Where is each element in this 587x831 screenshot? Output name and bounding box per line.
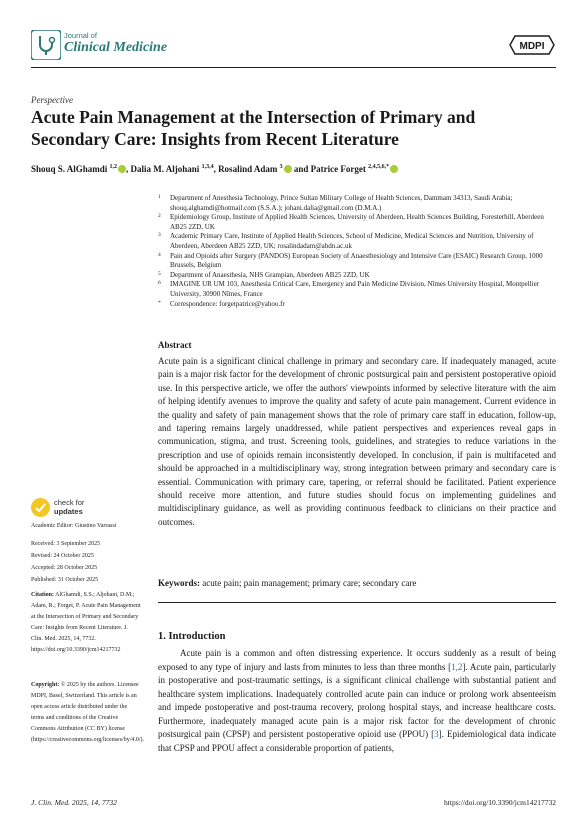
- affiliation-number: 6: [158, 280, 161, 287]
- abstract-heading: Abstract: [158, 340, 192, 350]
- journal-logo-icon: [31, 30, 61, 60]
- check-updates-label: [54, 499, 84, 516]
- citation-label: Citation:: [31, 592, 54, 598]
- affiliation-number: 3: [158, 232, 161, 239]
- affiliation-text: Epidemiology Group, Institute of Applied Health Sciences, University of Aberdeen, Health Sciences Building, Foresterhill, Aberdeen AB25 2ZD, UK: [170, 213, 544, 231]
- date-received: Received: 3 September 2025: [31, 541, 101, 547]
- affiliation-number: 1: [158, 194, 161, 200]
- keywords-text: acute pain; pain management; primary care; secondary care: [202, 578, 417, 588]
- journal-prefix: Journal of: [64, 31, 97, 40]
- mdpi-logo-icon: [508, 34, 556, 56]
- copyright-block: [31, 680, 145, 746]
- affiliations: [158, 194, 556, 309]
- affiliation-number: 2: [158, 213, 161, 220]
- intro-text-part: Acute pain is a common and often distressing experience. It occurs suddenly as a result of being exposed to any type of injury and lasts from minutes to less than three months [: [158, 648, 556, 672]
- check-for-updates-button[interactable]: [31, 498, 131, 518]
- citation-link[interactable]: 1,2: [451, 661, 463, 672]
- author-name: Rosalind Adam: [218, 164, 278, 174]
- affiliation-item: [158, 194, 556, 213]
- author-name: Dalia M. Aljohani: [130, 164, 200, 174]
- affiliation-number: *: [158, 299, 161, 306]
- academic-editor: Academic Editor: Giustino Varrassi: [31, 523, 117, 529]
- copyright-label: Copyright:: [31, 682, 60, 688]
- affiliation-item: [158, 213, 556, 232]
- citation-text: AlGhamdi, S.S.; Aljohani, D.M.; Adam, R.; Forget, P. Acute Pain Management at the Intersection of Primary and Secondary Care: Insights from Recent Literature. J. Clin. Med. 2025, 14, 7732. https://doi.org/10.3390/jcm14217732: [31, 592, 141, 653]
- author-affil-sup: 1,2: [109, 164, 118, 170]
- orcid-icon[interactable]: [284, 165, 292, 173]
- section-heading: 1. Introduction: [158, 631, 226, 642]
- affiliation-text: Department of Anesthesia Technology, Prince Sultan Military College of Health Sciences, Dammam 34313, Saudi Arabia; shouq.alghamdi@hotmail.com (S.S.A.); johani.dalia@gmail.com (D.M.A.): [170, 194, 513, 212]
- publisher-name: MDPI: [519, 41, 545, 52]
- keywords-label: Keywords:: [158, 578, 200, 588]
- article-type: Perspective: [31, 95, 73, 105]
- author-affil-sup: 2,4,5,6,*: [368, 164, 390, 170]
- copyright-text: © 2025 by the authors. Licensee MDPI, Basel, Switzerland. This article is an open access article distributed under the terms and conditions of the Creative Commons Attribution (CC BY) license (https://creativecommons.org/licenses/by/4.0/).: [31, 682, 145, 743]
- keywords-rule: [158, 602, 556, 603]
- affiliation-item: [158, 271, 556, 281]
- orcid-icon[interactable]: [118, 165, 126, 173]
- affiliation-text: Pain and Opioids after Surgery (PANDOS) European Society of Anaesthesiology and Intensive Care (ESAIC) Research Group, 1000 Brussels, Belgium: [170, 251, 543, 270]
- date-published: Published: 31 October 2025: [31, 577, 99, 583]
- citation-link[interactable]: 3: [434, 729, 439, 739]
- intro-text-part: ]. Epidemiological data indicate that CPSP and PPOU affect a considerable proportion of patients,: [158, 729, 556, 753]
- affiliation-item: [158, 280, 556, 299]
- correspondence-text[interactable]: Correspondence: forgetpatrice@yahoo.fr: [170, 299, 285, 308]
- date-accepted: Accepted: 28 October 2025: [31, 565, 98, 571]
- author-name: and Patrice Forget: [293, 164, 366, 174]
- intro-text-part: ]. Acute pain, particularly in postoperative and post-traumatic settings, is a significant clinical challenge with substantial patient and healthcare system implications. Inadequately controlled acute pain can induce or prolong work absenteeism and impede postoperative and post-trauma recovery, prolong hospital stays, and increase healthcare costs. Furthermore, inadequately managed acute pain is a major risk factor for the development of chronic postsurgical pain (CPSP) and persistent postoperative opioid use (PPOU) [: [158, 661, 556, 739]
- affiliation-item: [158, 232, 556, 251]
- check-updates-line2: updates: [54, 506, 83, 516]
- author-name: Shouq S. AlGhamdi: [31, 164, 108, 174]
- author-affil-sup: 1,3,4: [201, 164, 214, 170]
- author-list: Shouq S. AlGhamdi $^{1,2}$ , Dalia M. Aljohani $^{1,3,4}$, Rosalind Adam $^3$ and Patrice Forget $^{2,4,5,6,*}$: [31, 161, 551, 175]
- citation-block: [31, 590, 141, 656]
- affiliation-text: Academic Primary Care, Institute of Applied Health Sciences, School of Medicine, Medical Sciences and Nutrition, University of Aberdeen, Aberdeen AB25 2ZD, UK; rosalindadam@abdn.ac.uk: [170, 232, 534, 250]
- date-revised: Revised: 24 October 2025: [31, 553, 94, 559]
- affiliation-text: Department of Anaesthesia, NHS Grampian, Aberdeen AB25 2ZD, UK: [170, 270, 370, 279]
- affiliation-number: 5: [158, 270, 161, 277]
- intro-paragraph: [158, 647, 556, 755]
- footer-journal-ref: J. Clin. Med. 2025, 14, 7732: [31, 798, 117, 807]
- abstract-text: Acute pain is a significant clinical challenge in primary and secondary care. If inadequately managed, acute pain is a major risk factor for the development of chronic postsurgical pain and persistent postoperative opioid use. In this perspective article, we offer the authors' viewpoints informed by selective literature with the aim of helping identify avenues to improve the quality and safety of acute pain management. Current evidence in the quality and safety of pain management shows that the role of primary care staff in education, follow-up, and tapering remains largely unaddressed, while patient perspectives and experiences reveal gaps in communication, stigma, and trust. Screening tools, guidelines, and strategies to reduce variations in the prescription and use of opioids remain inconsistently developed. In conclusion, if pain is multifaceted and should be approached in a multidisciplinary way, strong integration between primary and secondary care is essential. Communication with primary care, tapering, or referral should be facilitated. Patient experience should receive more attention, and future studies should focus on implementing guidelines and multidisciplinary guidance, as well as providing continuous feedback to clinicians on their practice and outcomes.: [158, 356, 556, 527]
- article-title: Acute Pain Management at the Intersection of Primary and Secondary Care: Insights from Recent Literature: [31, 107, 476, 149]
- journal-name: Clinical Medicine: [64, 40, 168, 55]
- keywords: [158, 577, 556, 589]
- footer-doi-link[interactable]: https://doi.org/10.3390/jcm14217732: [444, 798, 556, 807]
- header-rule: [31, 67, 556, 68]
- check-updates-icon: [31, 498, 50, 517]
- correspondence: [158, 300, 556, 310]
- author-affil-sup: 3: [279, 164, 283, 170]
- affiliation-number: 4: [158, 251, 161, 258]
- orcid-icon[interactable]: [390, 165, 398, 173]
- check-updates-line1: check for: [54, 498, 85, 507]
- affiliation-text: IMAGINE UR UM 103, Anesthesia Critical Care, Emergency and Pain Medicine Division, Nîmes University Hospital, Montpellier University, 30900 Nîmes, France: [170, 280, 540, 298]
- affiliation-item: [158, 252, 556, 271]
